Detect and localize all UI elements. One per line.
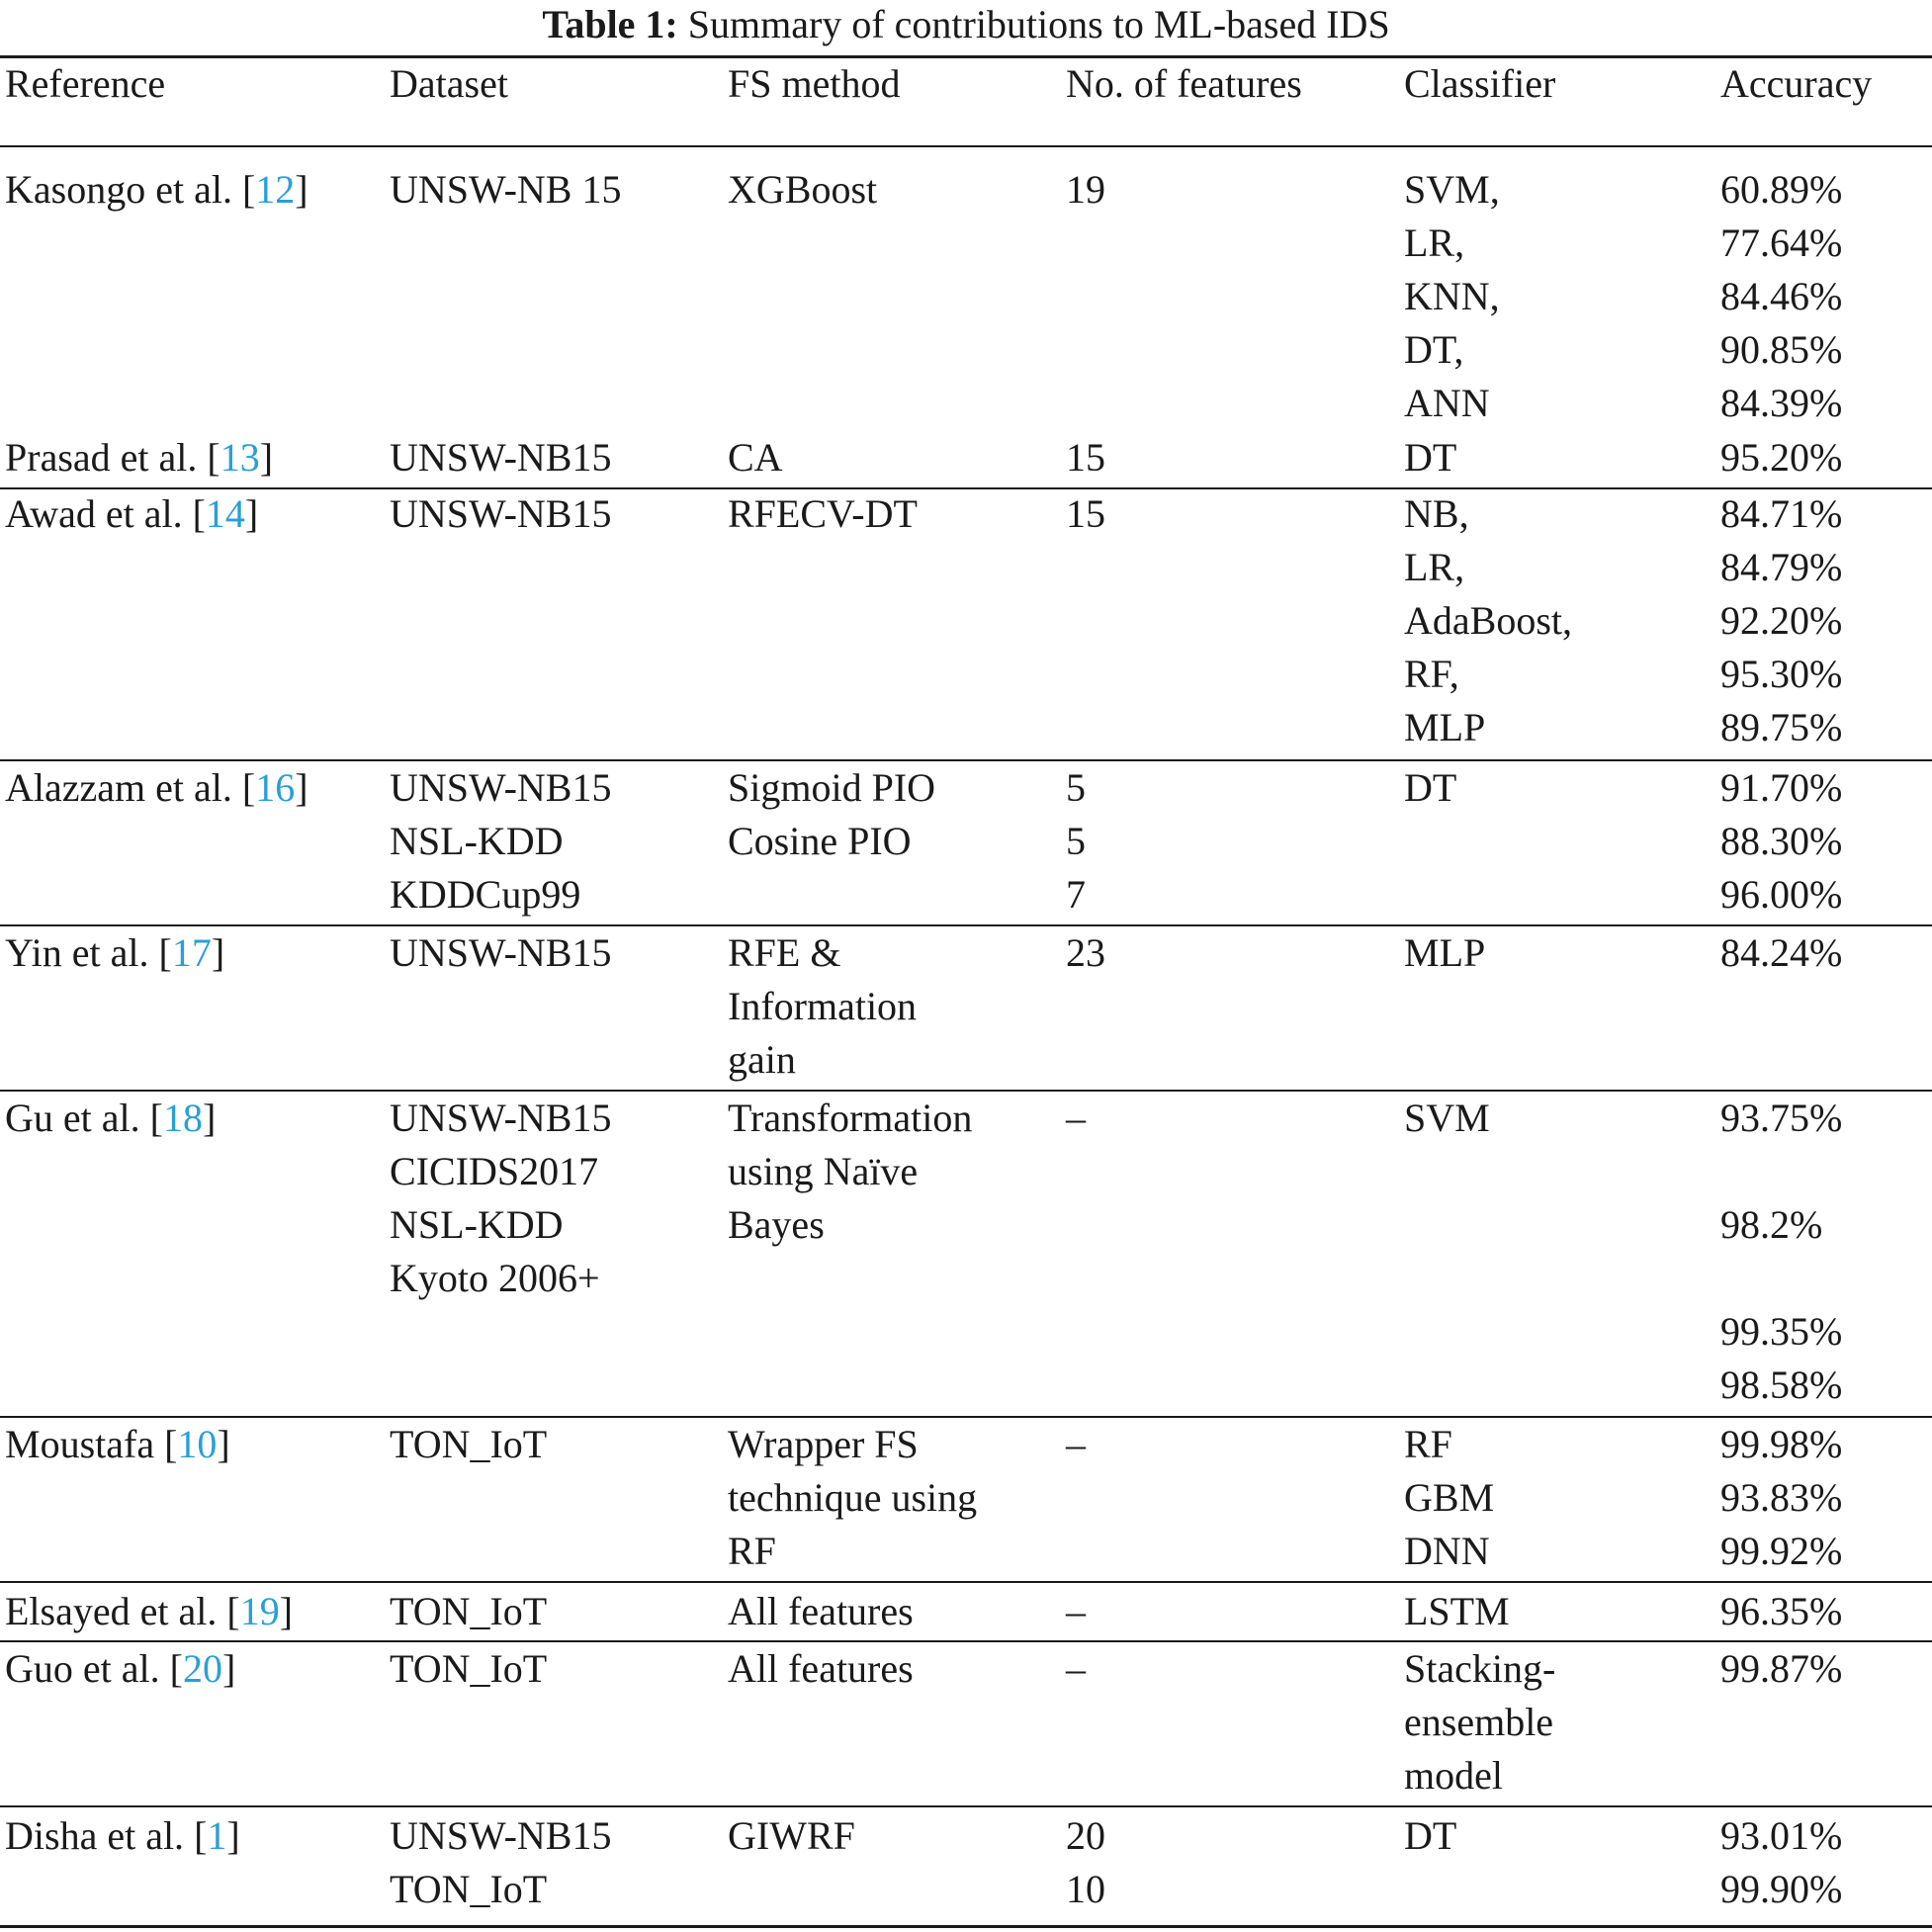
cell-fs-method: XGBoost [728, 167, 878, 212]
column-header-classifier: Classifier [1404, 61, 1556, 106]
cell-classifier: ensemble [1404, 1700, 1554, 1744]
cell-no-of-features: 7 [1066, 872, 1086, 917]
reference-author: Elsayed et al. [5, 1589, 218, 1633]
cell-reference: Alazzam et al. [16] [5, 765, 308, 810]
cell-classifier: GBM [1404, 1475, 1495, 1520]
row-separator [0, 924, 1932, 926]
cell-no-of-features: – [1066, 1589, 1086, 1633]
citation-link[interactable]: 13 [220, 435, 260, 480]
cell-dataset: KDDCup99 [390, 872, 581, 917]
row-separator [0, 1416, 1932, 1418]
cell-dataset: NSL-KDD [390, 1202, 564, 1247]
reference-author: Awad et al. [5, 491, 183, 536]
reference-author: Guo et al. [5, 1646, 160, 1691]
cell-fs-method: gain [728, 1037, 796, 1082]
cell-dataset: TON_IoT [390, 1589, 548, 1633]
cell-dataset: UNSW-NB15 [390, 1096, 612, 1140]
cell-accuracy: 91.70% [1720, 765, 1843, 810]
cell-no-of-features: 15 [1066, 491, 1105, 536]
cell-classifier: model [1404, 1753, 1503, 1798]
cell-dataset: TON_IoT [390, 1422, 548, 1466]
row-separator [0, 759, 1932, 761]
cell-classifier: AdaBoost, [1404, 598, 1572, 643]
reference-author: Prasad et al. [5, 435, 198, 480]
citation-link[interactable]: 18 [162, 1096, 203, 1140]
row-separator [0, 1090, 1932, 1092]
cell-dataset: CICIDS2017 [390, 1149, 599, 1193]
reference-author: Moustafa [5, 1422, 155, 1466]
cell-no-of-features: 23 [1066, 930, 1105, 975]
cell-dataset: NSL-KDD [390, 819, 564, 863]
cell-no-of-features: – [1066, 1096, 1086, 1140]
cell-accuracy: 84.79% [1720, 545, 1843, 589]
cell-accuracy: 99.35% [1720, 1309, 1843, 1354]
top-rule [0, 55, 1932, 58]
cell-classifier: RF, [1404, 652, 1459, 696]
cell-no-of-features: 10 [1066, 1867, 1105, 1911]
cell-dataset: UNSW-NB 15 [390, 167, 622, 212]
citation-link[interactable]: 1 [207, 1813, 227, 1858]
cell-fs-method: RFE & [728, 930, 841, 975]
cell-no-of-features: 20 [1066, 1813, 1105, 1858]
cell-classifier: DT, [1404, 327, 1464, 372]
cell-reference: Guo et al. [20] [5, 1646, 236, 1691]
cell-accuracy: 99.87% [1720, 1646, 1843, 1691]
cell-no-of-features: 5 [1066, 819, 1086, 863]
cell-accuracy: 98.2% [1720, 1202, 1823, 1247]
row-separator [0, 1805, 1932, 1807]
cell-fs-method: Transformation [728, 1096, 973, 1140]
cell-dataset: UNSW-NB15 [390, 930, 612, 975]
cell-no-of-features: – [1066, 1646, 1086, 1691]
cell-classifier: Stacking- [1404, 1646, 1556, 1691]
cell-classifier: DT [1404, 435, 1457, 480]
cell-classifier: ANN [1404, 381, 1490, 425]
reference-author: Alazzam et al. [5, 765, 232, 810]
cell-fs-method: using Naïve [728, 1149, 919, 1193]
cell-classifier: KNN, [1404, 274, 1500, 318]
cell-accuracy: 84.24% [1720, 930, 1843, 975]
header-rule [0, 145, 1932, 147]
cell-accuracy: 96.35% [1720, 1589, 1843, 1633]
column-header-reference: Reference [5, 61, 166, 106]
cell-dataset: UNSW-NB15 [390, 765, 612, 810]
reference-author: Kasongo et al. [5, 167, 232, 212]
cell-dataset: TON_IoT [390, 1867, 548, 1911]
cell-reference: Awad et al. [14] [5, 491, 259, 536]
cell-accuracy: 89.75% [1720, 705, 1843, 749]
cell-accuracy: 84.46% [1720, 274, 1843, 318]
cell-accuracy: 96.00% [1720, 872, 1843, 917]
citation-link[interactable]: 14 [205, 491, 245, 536]
citation-link[interactable]: 19 [239, 1589, 280, 1633]
cell-reference: Gu et al. [18] [5, 1096, 217, 1140]
cell-reference: Kasongo et al. [12] [5, 167, 308, 212]
cell-fs-method: Bayes [728, 1202, 825, 1247]
cell-accuracy: 95.30% [1720, 652, 1843, 696]
cell-dataset: UNSW-NB15 [390, 435, 612, 480]
cell-no-of-features: 15 [1066, 435, 1105, 480]
cell-accuracy: 98.58% [1720, 1362, 1843, 1407]
cell-dataset: UNSW-NB15 [390, 1813, 612, 1858]
cell-accuracy: 84.39% [1720, 381, 1843, 425]
cell-no-of-features: – [1066, 1422, 1086, 1466]
cell-dataset: TON_IoT [390, 1646, 548, 1691]
caption-text: Summary of contributions to ML-based IDS [687, 2, 1390, 46]
cell-fs-method: GIWRF [728, 1813, 855, 1858]
table-caption [0, 0, 1932, 55]
cell-reference: Moustafa [10] [5, 1422, 230, 1466]
cell-fs-method: CA [728, 435, 783, 480]
cell-accuracy: 84.71% [1720, 491, 1843, 536]
cell-accuracy: 60.89% [1720, 167, 1843, 212]
cell-classifier: LR, [1404, 545, 1465, 589]
cell-classifier: DT [1404, 765, 1457, 810]
row-separator [0, 487, 1932, 489]
cell-classifier: MLP [1404, 930, 1486, 975]
cell-fs-method: Wrapper FS [728, 1422, 919, 1466]
cell-classifier: RF [1404, 1422, 1452, 1466]
cell-accuracy: 92.20% [1720, 598, 1843, 643]
cell-accuracy: 93.75% [1720, 1096, 1843, 1140]
cell-classifier: DT [1404, 1813, 1457, 1858]
citation-link[interactable]: 12 [255, 167, 296, 212]
cell-reference: Yin et al. [17] [5, 930, 225, 975]
cell-no-of-features: 19 [1066, 167, 1105, 212]
citation-link[interactable]: 16 [255, 765, 296, 810]
cell-accuracy: 95.20% [1720, 435, 1843, 480]
cell-fs-method: Information [728, 984, 918, 1028]
caption-label: Table 1: [542, 2, 678, 46]
bottom-rule [0, 1925, 1932, 1928]
cell-classifier: SVM, [1404, 167, 1500, 212]
row-separator [0, 1640, 1932, 1642]
cell-classifier: MLP [1404, 705, 1486, 749]
cell-classifier: LSTM [1404, 1589, 1510, 1633]
reference-author: Gu et al. [5, 1096, 140, 1140]
cell-accuracy: 90.85% [1720, 327, 1843, 372]
cell-accuracy: 93.01% [1720, 1813, 1843, 1858]
cell-fs-method: All features [728, 1589, 914, 1633]
cell-reference: Prasad et al. [13] [5, 435, 274, 480]
cell-classifier: DNN [1404, 1529, 1490, 1573]
column-header-dataset: Dataset [390, 61, 508, 106]
cell-accuracy: 77.64% [1720, 220, 1843, 265]
cell-dataset: Kyoto 2006+ [390, 1256, 600, 1300]
citation-link[interactable]: 10 [177, 1422, 218, 1466]
reference-author: Disha et al. [5, 1813, 185, 1858]
citation-link[interactable]: 17 [171, 930, 212, 975]
cell-dataset: UNSW-NB15 [390, 491, 612, 536]
cell-fs-method: RF [728, 1529, 776, 1573]
row-separator [0, 1581, 1932, 1583]
column-header-fs-method: FS method [728, 61, 901, 106]
cell-classifier: LR, [1404, 220, 1465, 265]
citation-link[interactable]: 20 [182, 1646, 222, 1691]
cell-accuracy: 99.90% [1720, 1867, 1843, 1911]
column-header-accuracy: Accuracy [1720, 61, 1873, 106]
reference-author: Yin et al. [5, 930, 149, 975]
cell-fs-method: RFECV-DT [728, 491, 918, 536]
cell-no-of-features: 5 [1066, 765, 1086, 810]
column-header-no-of-features: No. of features [1066, 61, 1302, 106]
cell-reference: Disha et al. [1] [5, 1813, 240, 1858]
cell-reference: Elsayed et al. [19] [5, 1589, 294, 1633]
cell-fs-method: All features [728, 1646, 914, 1691]
cell-accuracy: 99.98% [1720, 1422, 1843, 1466]
cell-accuracy: 93.83% [1720, 1475, 1843, 1520]
cell-accuracy: 99.92% [1720, 1529, 1843, 1573]
cell-classifier: SVM [1404, 1096, 1490, 1140]
cell-fs-method: Cosine PIO [728, 819, 912, 863]
cell-classifier: NB, [1404, 491, 1469, 536]
cell-fs-method: technique using [728, 1475, 978, 1520]
cell-fs-method: Sigmoid PIO [728, 765, 936, 810]
cell-accuracy: 88.30% [1720, 819, 1843, 863]
